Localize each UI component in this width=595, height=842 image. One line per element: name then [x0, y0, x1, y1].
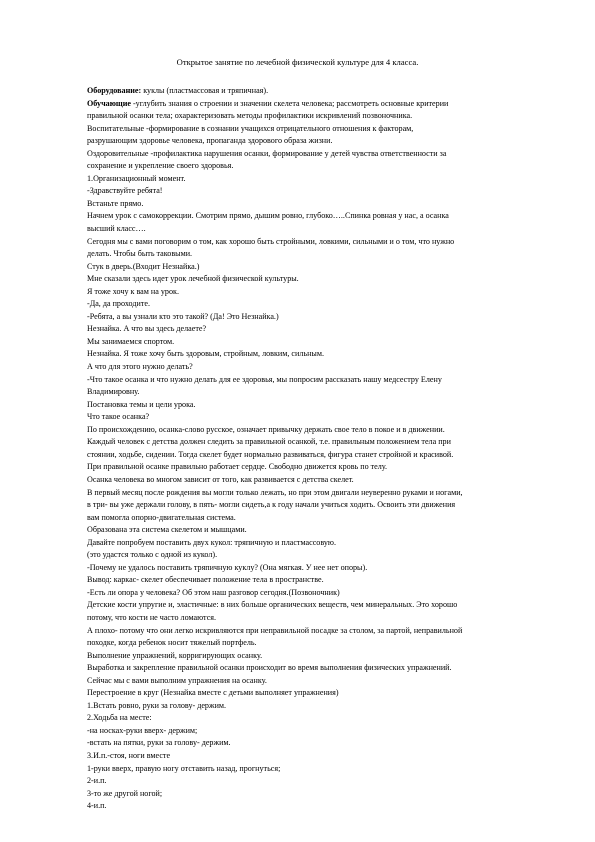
text-line — [87, 750, 517, 763]
line-text: -Да, да проходите. — [87, 299, 150, 309]
line-text: потому, что кости не часто ломаются. — [87, 612, 217, 622]
line-text: А плохо- потому что они легко искривляются при неправильной посадке за столом, за партой, неправильной — [87, 625, 463, 635]
line-text: Стук в дверь.(Входит Незнайка.) — [87, 261, 200, 271]
text-line — [87, 286, 517, 299]
document-title: Открытое занятие по лечебной физической культуре для 4 класса. — [176, 57, 419, 67]
line-text: Вывод: каркас- скелет обеспечивает положение тела в пространстве. — [87, 575, 324, 585]
line-text: Что такое осанка? — [87, 412, 150, 422]
text-line — [87, 424, 517, 437]
text-line — [87, 775, 517, 788]
text-line — [87, 687, 517, 700]
line-text: (это удастся только с одной из кукол). — [87, 550, 218, 560]
text-line — [87, 210, 517, 223]
line-text: -Ребята, а вы узнали кто это такой? (Да! Это Незнайка.) — [87, 311, 279, 321]
text-line — [87, 675, 517, 688]
text-line — [87, 248, 517, 261]
line-text: -углубить знания о строении и значении скелета человека; рассмотреть основные критерии — [130, 98, 449, 108]
line-text: куклы (пластмассовая и тряпичная). — [141, 86, 269, 95]
line-text: сохранение и укрепление своего здоровья. — [87, 161, 234, 171]
line-text: Сейчас мы с вами выполним упражнения на осанку. — [87, 675, 267, 685]
text-line — [87, 725, 517, 738]
line-text: в три- вы уже держали голову, в пять- могли сидеть,а к году начали учиться ходить. Освоить эти движения — [87, 500, 456, 510]
line-text: Выполнение упражнений, корригирующих осанку. — [87, 650, 263, 660]
line-text: Мы занимаемся спортом. — [87, 336, 175, 346]
line-text: Оздоровительные -профилактика нарушения осанки, формирование у детей чувства ответственности за — [87, 148, 447, 158]
text-line — [87, 399, 517, 412]
text-line — [87, 637, 517, 650]
text-line — [87, 236, 517, 249]
line-text: В первый месяц после рождения вы могли только лежать, но при этом двигали неуверенно руками и ногами, — [87, 487, 463, 497]
line-text: -встать на пятки, руки за голову- держим. — [87, 738, 231, 748]
line-text: высший класс…. — [87, 224, 146, 234]
line-text: -Есть ли опора у человека? Об этом наш разговор сегодня.(Позвоночник) — [87, 587, 340, 597]
text-line — [87, 599, 517, 612]
text-line — [87, 135, 517, 148]
text-line — [87, 562, 517, 575]
text-line — [87, 261, 517, 274]
text-line — [87, 173, 517, 186]
line-text: 3.И.п.-стоя, ноги вместе — [87, 750, 171, 760]
text-line — [87, 650, 517, 663]
line-text: Образована эта система скелетом и мышцами. — [87, 525, 247, 535]
line-text: Осанка человека во многом зависит от того, как развивается с детства скелет. — [87, 474, 354, 484]
text-line — [87, 298, 517, 311]
text-line — [87, 712, 517, 725]
line-text: Воспитательные -формирование в сознании учащихся отрицательного отношения к факторам, — [87, 123, 414, 133]
bold-label: Оборудование: — [87, 86, 142, 95]
line-text: стоянии, ходьбе, сидении. Тогда скелет будет нормально развиваться, фигура станет стройной и красивой. — [87, 449, 454, 459]
text-line — [87, 311, 517, 324]
line-text: -Здравствуйте ребята! — [87, 186, 163, 196]
bold-label: Обучающие — [87, 98, 131, 108]
text-line — [87, 549, 517, 562]
line-text: Начнем урок с самокоррекции. Смотрим прямо, дышим ровно, глубоко…..Спинка ровная у нас, а осанка — [87, 211, 449, 221]
text-line — [87, 348, 517, 361]
text-line — [87, 273, 517, 286]
text-line — [87, 411, 517, 424]
line-text: Я тоже хочу к вам на урок. — [87, 286, 179, 296]
line-text: По происхождению, осанка-слово русское, означает привычку держать свое тело в покое и в движении. — [87, 424, 445, 434]
line-text: правильной осанки тела; охарактеризовать методы профилактики искривлений позвоночника. — [87, 111, 413, 121]
text-line — [87, 436, 517, 449]
line-text: Встаньте прямо. — [87, 198, 144, 208]
text-line — [87, 336, 517, 349]
line-text: Незнайка. А что вы здесь делаете? — [87, 324, 207, 334]
text-line — [87, 800, 517, 813]
line-text: 2.Ходьба на месте: — [87, 713, 152, 723]
line-text: -Что такое осанка и что нужно делать для ее здоровья, мы попросим рассказать нашу медсестру Елену — [87, 374, 442, 384]
line-text: Детские кости упругие и, эластичные: в них больше органических веществ, чем минеральных. Это хорошо — [87, 600, 458, 610]
line-text: Каждый человек с детства должен следить за правильной осанкой, т.е. правильным положением тела при — [87, 437, 451, 447]
text-line — [87, 662, 517, 675]
text-line — [87, 788, 517, 801]
line-text: Мне сказали здесь идет урок лечебной физической культуры. — [87, 274, 299, 284]
line-text: Перестроение в круг (Незнайка вместе с детьми выполняет упражнения) — [87, 688, 339, 698]
line-text: 4-и.п. — [87, 801, 107, 811]
text-line — [87, 574, 517, 587]
document-body — [87, 85, 517, 813]
line-text: Постановка темы и цели урока. — [87, 399, 196, 409]
line-text: Владимировну. — [87, 387, 140, 397]
text-line — [87, 524, 517, 537]
text-line — [87, 85, 517, 98]
text-line — [87, 374, 517, 387]
text-line — [87, 612, 517, 625]
line-text: Выработка и закрепление правильной осанки происходит во время выполнения физических упражнений. — [87, 663, 452, 673]
line-text: 1.Организационный момент. — [87, 173, 186, 183]
text-line — [87, 499, 517, 512]
line-text: 2-и.п. — [87, 776, 107, 786]
text-line — [87, 625, 517, 638]
text-line — [87, 223, 517, 236]
text-line — [87, 763, 517, 776]
line-text: разрушающим здоровье человека, пропаганда здорового образа жизни. — [87, 136, 333, 146]
text-line — [87, 110, 517, 123]
line-text: Незнайка. Я тоже хочу быть здоровым, стройным, ловким, сильным. — [87, 349, 324, 359]
text-line — [87, 461, 517, 474]
line-text: При правильной осанке правильно работает сердце. Свободно движется кровь по телу. — [87, 462, 388, 472]
text-line — [87, 487, 517, 500]
text-line — [87, 386, 517, 399]
text-line — [87, 537, 517, 550]
line-text: Сегодня мы с вами поговорим о том, как хорошо быть стройными, ловкими, сильными и о том, что нужно — [87, 236, 455, 246]
line-text: А что для этого нужно делать? — [87, 362, 193, 372]
text-line — [87, 737, 517, 750]
text-line — [87, 123, 517, 136]
line-text: 1-руки вверх, правую ногу отставить назад, прогнуться; — [87, 763, 281, 773]
line-text: вам помогла опорно-двигательная система. — [87, 512, 236, 522]
text-line — [87, 474, 517, 487]
line-text: походке, когда ребенок носит тяжелый портфель. — [87, 638, 257, 648]
text-line — [87, 160, 517, 173]
line-text: 3-то же другой ногой; — [87, 788, 163, 798]
text-line — [87, 512, 517, 525]
line-text: делать. Чтобы быть таковыми. — [87, 249, 193, 259]
line-text: Давайте попробуем поставить двух кукол: тряпичную и пластмассовую. — [87, 537, 337, 547]
line-text: 1.Встать ровно, руки за голову- держим. — [87, 700, 227, 710]
text-line — [87, 148, 517, 161]
text-line — [87, 587, 517, 600]
text-line — [87, 323, 517, 336]
text-line — [87, 449, 517, 462]
text-line — [87, 361, 517, 374]
text-line — [87, 198, 517, 211]
line-text: -Почему не удалось поставить тряпичную куклу? (Она мягкая. У нее нет опоры). — [87, 562, 368, 572]
text-line — [87, 185, 517, 198]
text-line — [87, 700, 517, 713]
text-line — [87, 98, 517, 111]
line-text: -на носках-руки вверх- держим; — [87, 725, 198, 735]
